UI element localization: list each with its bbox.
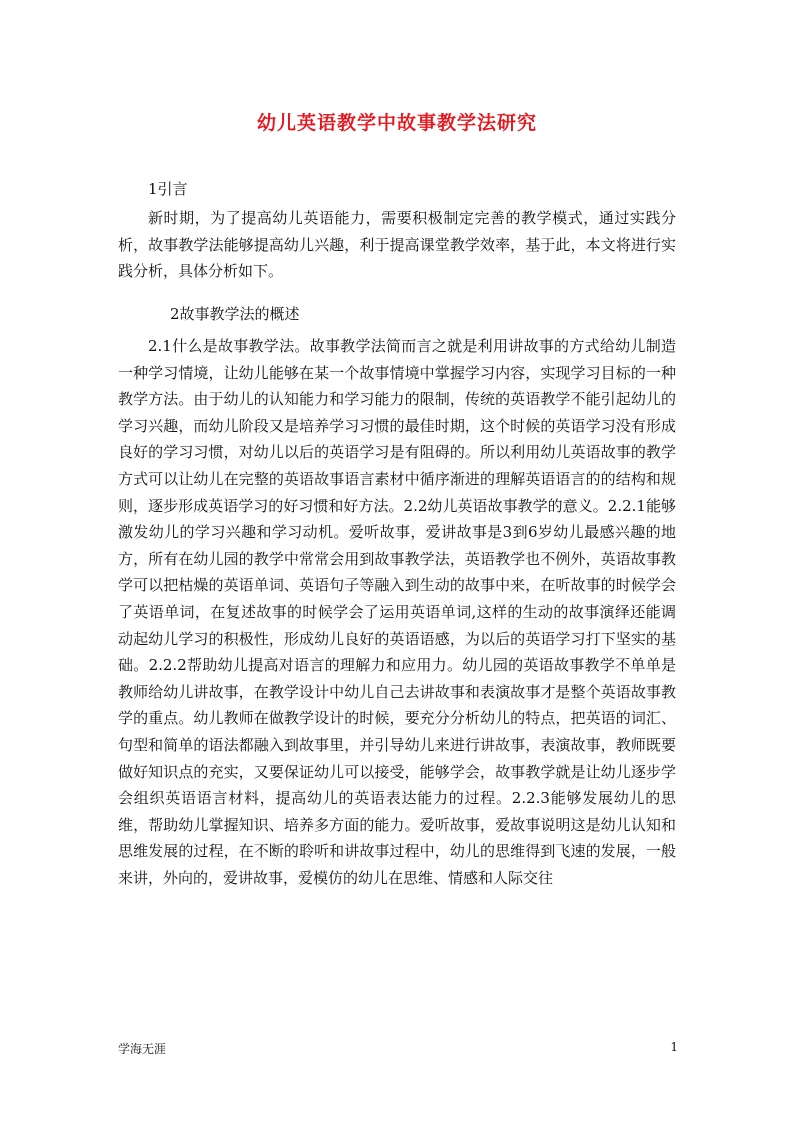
footer-text: 学海无涯: [118, 1042, 167, 1056]
section-heading-introduction: 1引言: [148, 180, 188, 198]
page-number: 1: [670, 1040, 678, 1054]
overview-paragraph: 2.1什么是故事教学法。故事教学法简而言之就是利用讲故事的方式给幼儿制造一种学习情境，让幼儿能够在某一个故事情境中掌握学习内容，实现学习目标的一种教学方法。由于幼儿的认知能力和学习能力的限制，传统的英语教学不能引起幼儿的学习兴趣，而幼儿阶段又是培养学习习惯的最佳时期，这个时候的英语学习没有形成良好的学习习惯，对幼儿以后的英语学习是有阻碍的。所以利用幼儿英语故事的教学方式可以让幼儿在完整的英语故事语言素材中循序渐进的理解英语语言的的结构和规则，逐步形成英语学习的好习惯和好方法。2.2幼儿英语故事教学的意义。2.2.1能够激发幼儿的学习兴趣和学习动机。爱听故事，爱讲故事是3到6岁幼儿最感兴趣的地方，所有在幼儿园的教学中常常会用到故事教学法，英语教学也不例外，英语故事教学可以把枯燥的英语单词、英语句子等融入到生动的故事中来，在听故事的时候学会了英语单词，在复述故事的时候学会了运用英语单词,这样的生动的故事演绎还能调动起幼儿学习的积极性，形成幼儿良好的英语语感，为以后的英语学习打下坚实的基础。2.2.2帮助幼儿提高对语言的理解力和应用力。幼儿园的英语故事教学不单单是教师给幼儿讲故事，在教学设计中幼儿自己去讲故事和表演故事才是整个英语故事教学的重点。幼儿教师在做教学设计的时候，要充分分析幼儿的特点，把英语的词汇、句型和简单的语法都融入到故事里，并引导幼儿来进行讲故事，表演故事，教师既要做好知识点的充实，又要保证幼儿可以接受，能够学会，故事教学就是让幼儿逐步学会组织英语语言材料，提高幼儿的英语表达能力的过程。2.2.3能够发展幼儿的思维，帮助幼儿掌握知识、培养多方面的能力。爱听故事，爱故事说明这是幼儿认知和思维发展的过程，在不断的聆听和讲故事过程中，幼儿的思维得到飞速的发展，一般来讲，外向的，爱讲故事，爱模仿的幼儿在思维、情感和人际交往: [118, 337, 676, 887]
document-title: 幼儿英语教学中故事教学法研究: [256, 112, 537, 134]
introduction-paragraph: 新时期，为了提高幼儿英语能力，需要积极制定完善的教学模式，通过实践分析，故事教学法能够提高幼儿兴趣，利于提高课堂教学效率，基于此，本文将进行实践分析，具体分析如下。: [118, 209, 676, 281]
section-heading-overview: 2故事教学法的概述: [170, 305, 300, 323]
